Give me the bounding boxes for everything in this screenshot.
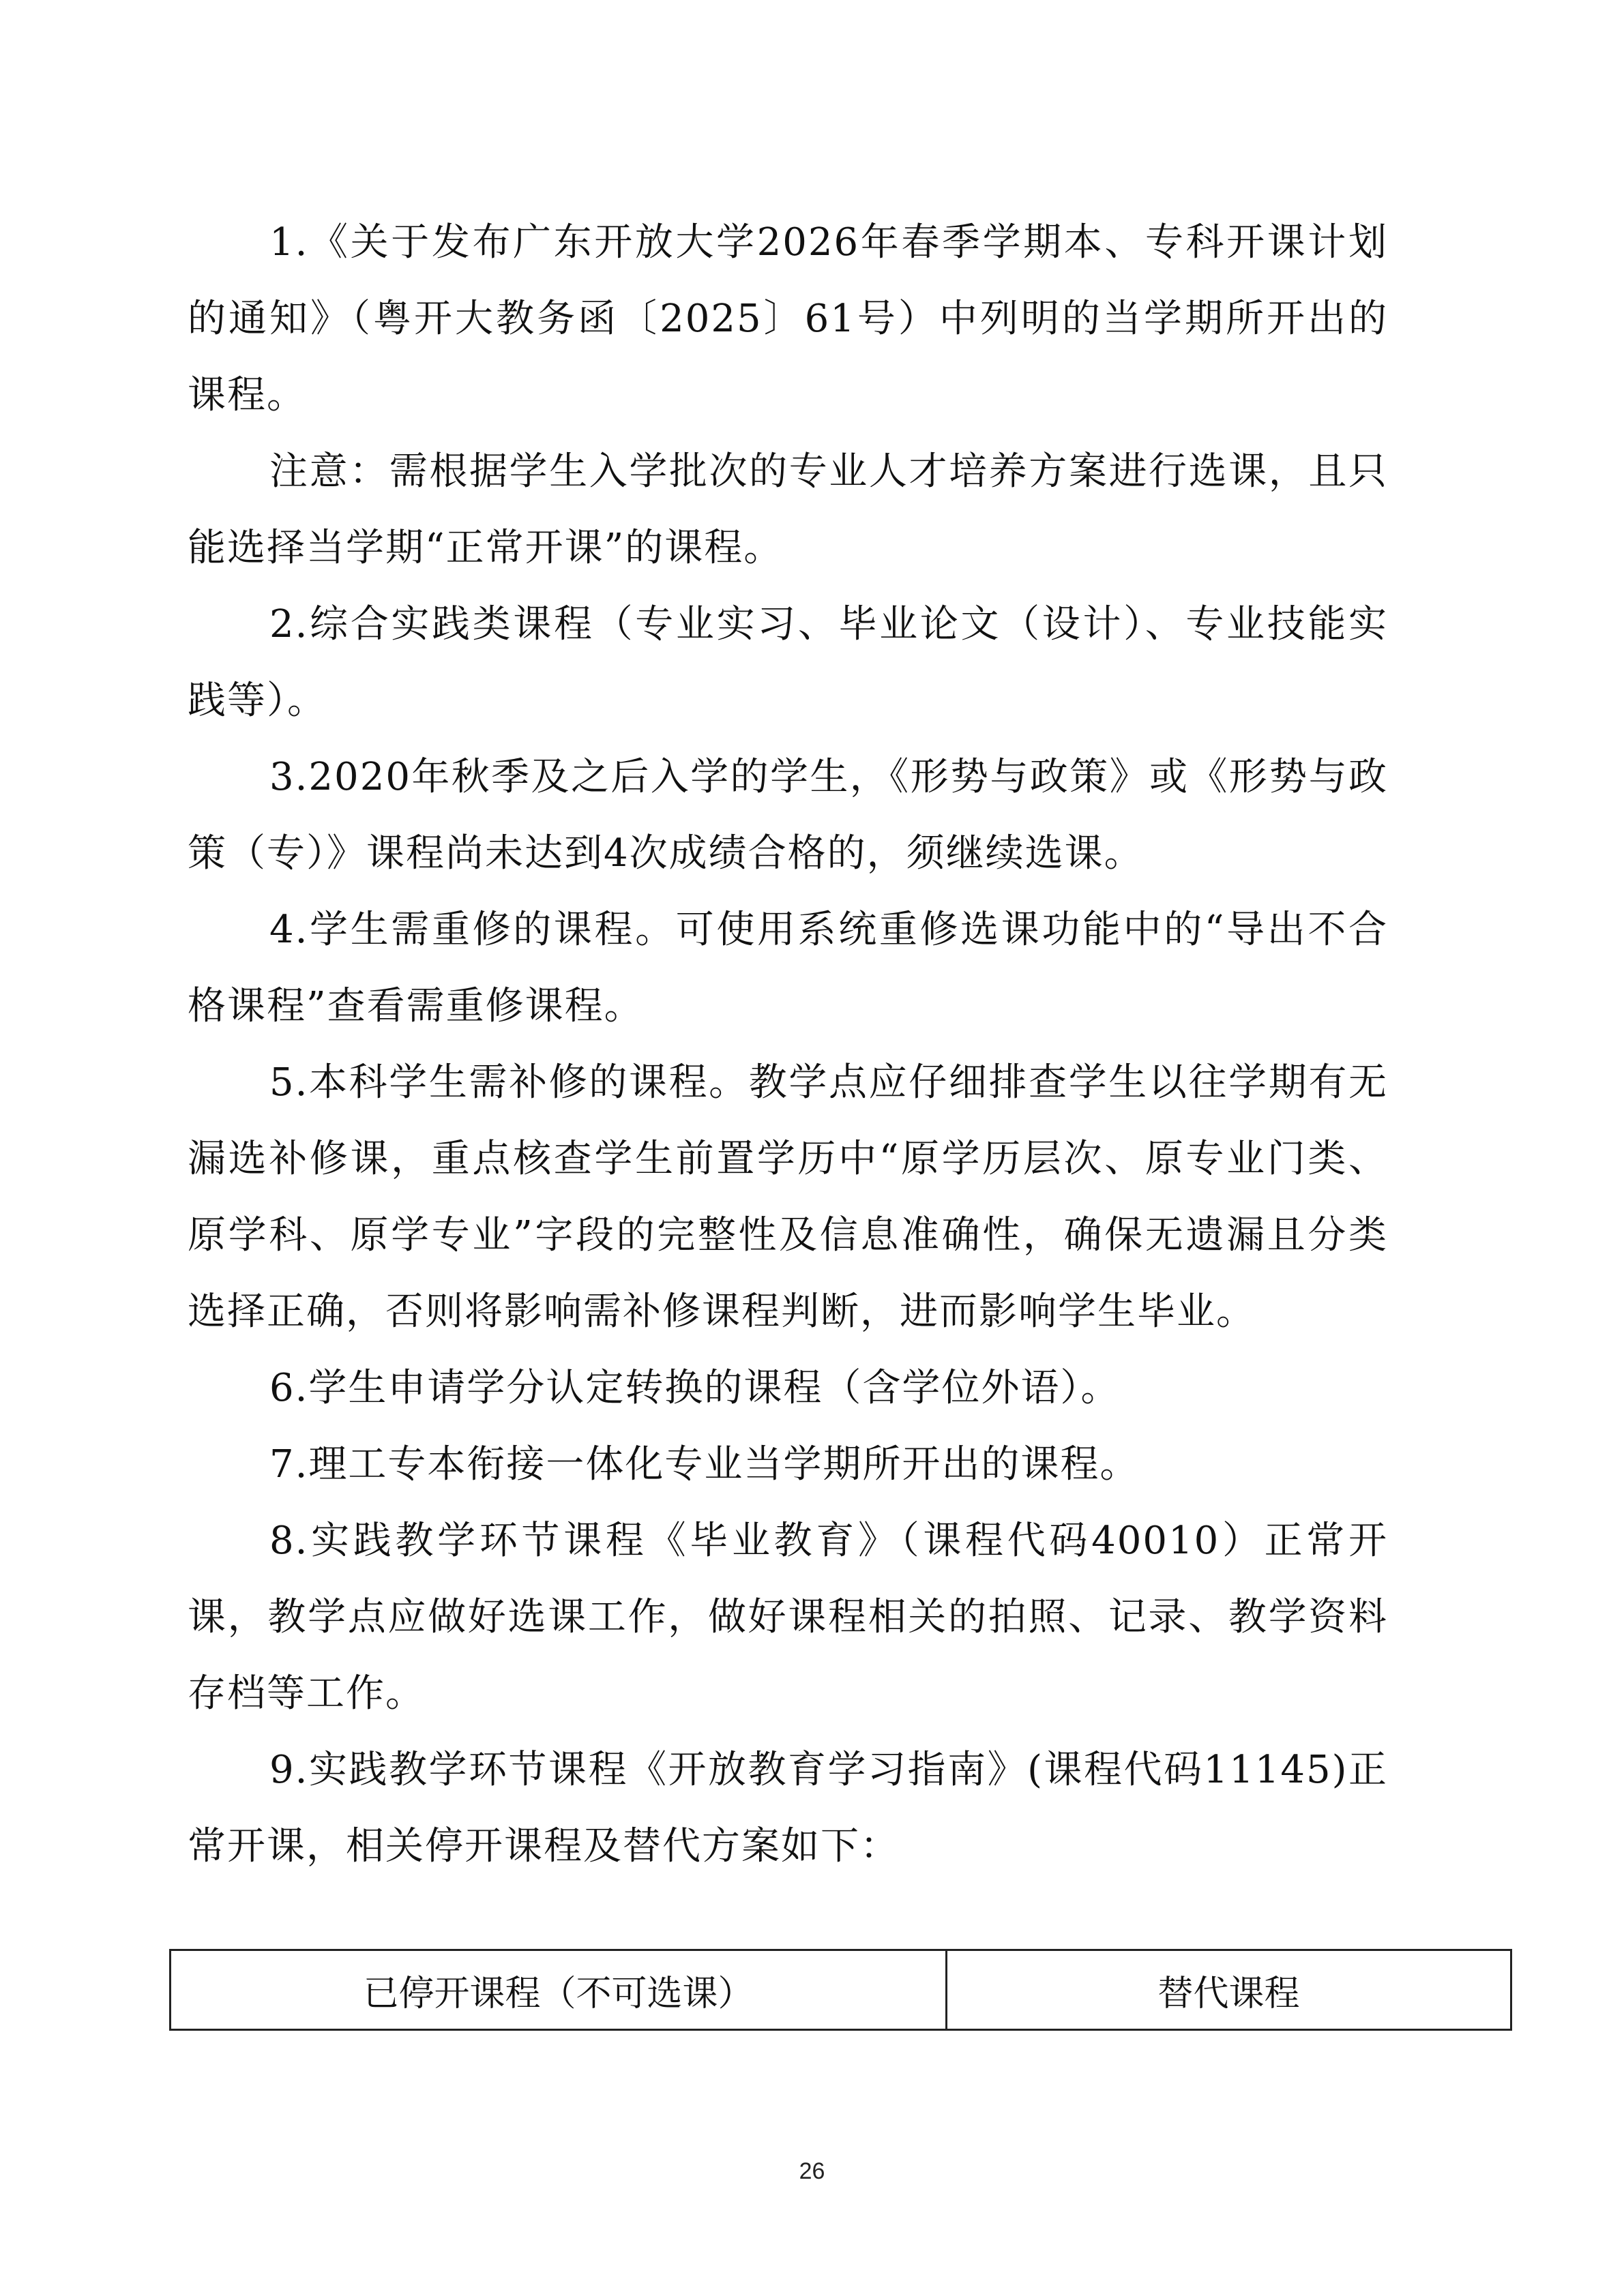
paragraph-item-8: 8.实践教学环节课程《毕业教育》（课程代码40010）正常开课，教学点应做好选课工作，做好课程相关的拍照、记录、教学资料存档等工作。	[188, 1519, 1388, 1716]
paragraph-item-4: 4.学生需重修的课程。可使用系统重修选课功能中的“导出不合格课程”查看需重修课程。	[188, 908, 1388, 1028]
paragraph-item-2: 2.综合实践类课程（专业实习、毕业论文（设计）、专业技能实践等）。	[188, 602, 1388, 723]
course-replacement-table	[169, 1949, 1512, 2031]
paragraph-note: 注意：需根据学生入学批次的专业人才培养方案进行选课，且只能选择当学期“正常开课”的课程。	[188, 449, 1388, 570]
paragraph-item-3: 3.2020年秋季及之后入学的学生，《形势与政策》或《形势与政策（专）》课程尚未达到4次成绩合格的，须继续选课。	[188, 755, 1388, 876]
table-header-replacement: 替代课程	[947, 1950, 1511, 2030]
body-text	[188, 205, 1388, 1885]
page-number: 26	[799, 2158, 825, 2184]
table-header-row	[171, 1950, 1511, 2030]
paragraph-item-6: 6.学生申请学分认定转换的课程（含学位外语）。	[269, 1366, 1121, 1410]
paragraph-item-5: 5.本科学生需补修的课程。教学点应仔细排查学生以往学期有无漏选补修课，重点核查学生前置学历中“原学历层次、原专业门类、原学科、原学专业”字段的完整性及信息准确性，确保无遗漏且分类选择正确，否则将影响需补修课程判断，进而影响学生毕业。	[188, 1060, 1388, 1334]
paragraph-item-9: 9.实践教学环节课程《开放教育学习指南》(课程代码11145)正常开课，相关停开课程及替代方案如下：	[188, 1748, 1388, 1868]
table-header-discontinued: 已停开课程（不可选课）	[171, 1950, 947, 2030]
paragraph-item-7: 7.理工专本衔接一体化专业当学期所开出的课程。	[269, 1442, 1140, 1487]
paragraph-item-1: 1.《关于发布广东开放大学2026年春季学期本、专科开课计划的通知》（粤开大教务函〔2025〕61号）中列明的当学期所开出的课程。	[188, 220, 1388, 417]
